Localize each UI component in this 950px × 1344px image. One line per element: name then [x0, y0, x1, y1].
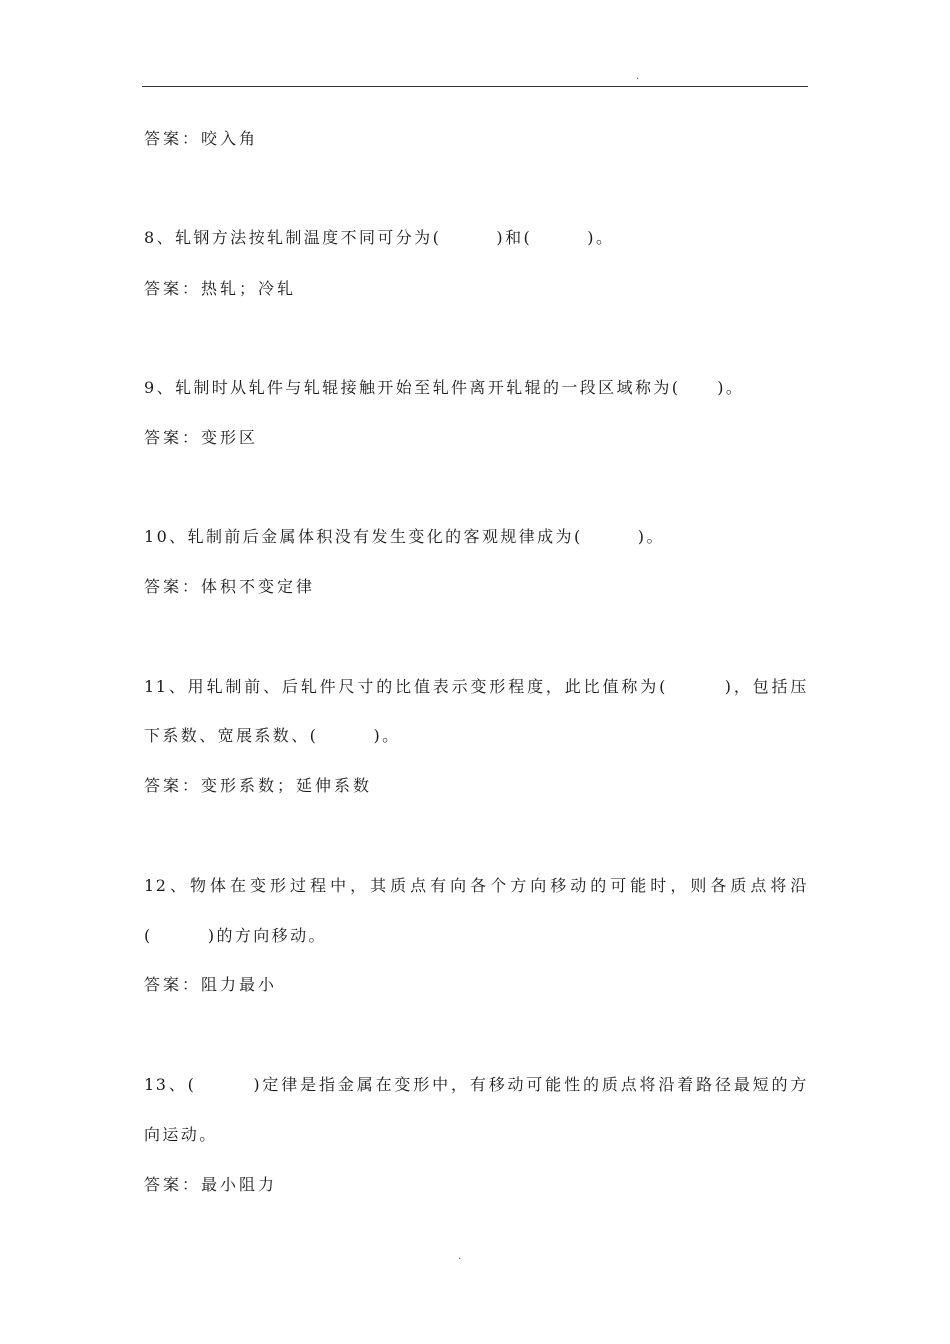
- question-13-line-2: 向运动。: [144, 1125, 218, 1144]
- question-13-line-1: 13、( )定律是指金属在变形中，有移动可能性的质点将沿着路径最短的方: [144, 1075, 808, 1094]
- answer-8: 答案：热轧；冷轧: [144, 279, 297, 298]
- answer-12: 答案：阻力最小: [144, 975, 278, 994]
- answer-7: 答案：咬入角: [144, 129, 259, 148]
- footer-mark: .: [458, 1251, 462, 1262]
- question-8: 8、轧钢方法按轧制温度不同可分为( )和( )。: [144, 228, 615, 247]
- header-mark: .: [636, 71, 640, 82]
- answer-13: 答案：最小阻力: [144, 1175, 278, 1194]
- answer-10: 答案：体积不变定律: [144, 577, 316, 596]
- answer-9: 答案：变形区: [144, 428, 259, 447]
- question-12-line-1: 12、物体在变形过程中，其质点有向各个方向移动的可能时，则各质点将沿: [144, 876, 808, 895]
- question-11-line-1: 11、用轧制前、后轧件尺寸的比值表示变形程度，此比值称为( )，包括压: [144, 677, 808, 696]
- answer-11: 答案：变形系数；延伸系数: [144, 776, 373, 795]
- question-10: 10、轧制前后金属体积没有发生变化的客观规律成为( )。: [144, 527, 665, 546]
- question-11-line-2: 下系数、宽展系数、( )。: [144, 726, 401, 745]
- question-12-line-2: ( )的方向移动。: [144, 926, 327, 945]
- header-rule: [142, 86, 808, 87]
- question-9: 9、轧制时从轧件与轧辊接触开始至轧件离开轧辊的一段区域称为( )。: [144, 378, 745, 397]
